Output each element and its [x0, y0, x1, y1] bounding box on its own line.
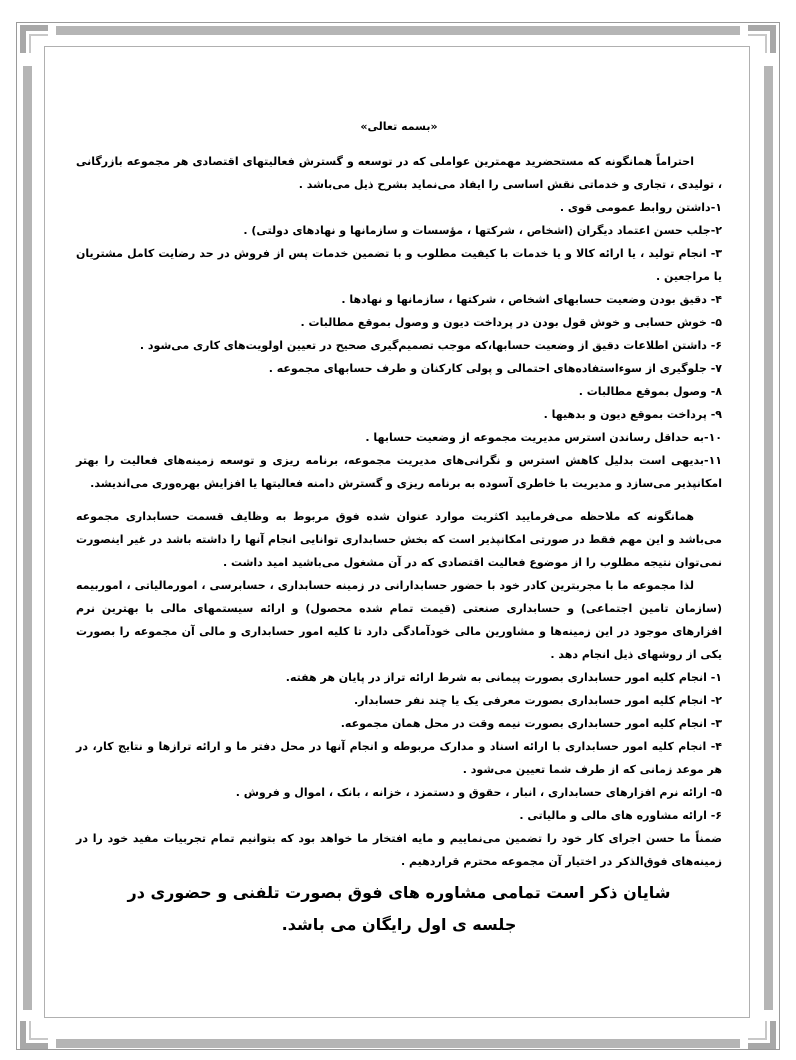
factor-item-4: ۴- دقیق بودن وضعیت حسابهای اشخاص ، شرکتها ، سازمانها و نهادها .	[341, 293, 722, 306]
corner-ornament-top-right	[746, 25, 776, 55]
method-item-4: ۴- انجام کلیه امور حسابداری با ارائه اسناد و مدارک مربوطه و انجام آنها در محل دفتر ما و ارائه ترازها و نتایج کار، در هر موعد زمانی که از طرف شما تعیین می‌شود .	[76, 740, 722, 776]
factor-item-8: ۸- وصول بموقع مطالبات .	[578, 385, 722, 398]
services-paragraph: لذا مجموعه ما با مجربترین کادر خود با حضور حسابدارانی در زمینه حسابداری ، حسابرسی ، امورمالیاتی ، اموربیمه (سازمان تامین اجتماعی) و حسابداری صنعتی (قیمت تمام شده محصول) و ارائه سیستمهای مالی با بهترین نرم افزارهای موجود در این زمینه‌ها و مشاورین مالی خودآمادگی دارد تا کلیه امور حسابداری و مالی آن مجموعه را بصورت یکی از روشهای ذیل انجام دهد .	[76, 579, 722, 661]
letter-heading: «بسمه تعالی»	[360, 120, 438, 133]
paragraph-gap	[76, 495, 722, 505]
method-item-3: ۳- انجام کلیه امور حسابداری بصورت نیمه وقت در محل همان مجموعه.	[340, 717, 722, 730]
factor-item-6: ۶- داشتن اطلاعات دقیق از وضعیت حسابها،که موجب تصمیم‌گیری صحیح در تعیین اولویت‌های کاری می‌شود .	[139, 339, 722, 352]
factor-item-1: ۱-داشتن روابط عمومی قوی .	[559, 201, 722, 214]
method-item-1: ۱- انجام کلیه امور حسابداری بصورت پیمانی به شرط ارائه تراز در پایان هر هفته.	[285, 671, 722, 684]
factor-item-2: ۲-جلب حسن اعتماد دیگران (اشخاص ، شرکتها ، مؤسسات و سازمانها و نهادهای دولتی) .	[243, 224, 722, 237]
corner-ornament-bottom-left	[20, 1019, 50, 1049]
left-border-bar	[23, 66, 32, 1010]
corner-ornament-bottom-right	[746, 1019, 776, 1049]
method-item-2: ۲- انجام کلیه امور حسابداری بصورت معرفی یک یا چند نفر حسابدار.	[354, 694, 722, 707]
factor-item-3: ۳- انجام تولید ، یا ارائه کالا و یا خدمات با کیفیت مطلوب و با تضمین خدمات پس از فروش در حد رضایت کامل مشتریان یا مراجعین .	[76, 247, 722, 283]
top-border-bar	[56, 26, 740, 35]
factor-item-11: ۱۱-بدیهی است بدلیل کاهش استرس و نگرانی‌های مدیریت مجموعه، برنامه ریزی و توسعه زمینه‌های فعالیت را بهتر امکانپذیر می‌سازد و مدیریت با خاطری آسوده به برنامه ریزی و گسترش دامنه فعالیتها یا افزایش بهره‌وری می‌اندیشد.	[76, 454, 722, 490]
corner-ornament-top-left	[20, 25, 50, 55]
intro-paragraph: احتراماً همانگونه که مستحضرید مهمترین عواملی که در توسعه و گسترش فعالیتهای اقتصادی هر مجموعه بازرگانی ، تولیدی ، تجاری و خدماتی نقش اساسی را ایفاد می‌نماید بشرح ذیل می‌باشد .	[76, 155, 722, 191]
guarantee-paragraph: ضمناً ما حسن اجرای کار خود را تضمین می‌نماییم و مایه افتخار ما خواهد بود که بتوانیم تمام تجربیات مفید خود را در زمینه‌های فوق‌الذکر در اختیار آن مجموعه محترم قراردهیم .	[76, 832, 722, 868]
factor-item-7: ۷- جلوگیری از سوءاستفاده‌های احتمالی و پولی کارکنان و طرف حسابهای مجموعه .	[268, 362, 722, 375]
letter-body	[76, 118, 722, 941]
method-item-6: ۶- ارائه مشاوره های مالی و مالیاتی .	[519, 809, 722, 822]
bottom-border-bar	[56, 1039, 740, 1048]
closing-statement: شایان ذکر است تمامی مشاوره های فوق بصورت تلفنی و حضوری در جلسه ی اول رایگان می باشد.	[127, 883, 671, 934]
factor-item-10: ۱۰-به حداقل رساندن استرس مدیریت مجموعه از وضعیت حسابها .	[365, 431, 722, 444]
factors-list	[76, 196, 722, 495]
accounting-paragraph: همانگونه که ملاحظه می‌فرمایید اکثریت موارد عنوان شده فوق مربوط به وظایف قسمت حسابداری مجموعه می‌باشد و این مهم فقط در صورتی امکانپذیر است که بخش حسابداری توانایی انجام آنها را داشته باشد در غیر اینصورت نمی‌توان نتیجه مطلوب را از موضوع فعالیت اقتصادی که در آن مشغول می‌باشید امید داشت .	[76, 510, 722, 569]
factor-item-5: ۵- خوش حسابی و خوش قول بودن در پرداخت دیون و وصول بموقع مطالبات .	[300, 316, 722, 329]
factor-item-9: ۹- پرداخت بموقع دیون و بدهیها .	[543, 408, 722, 421]
right-border-bar	[764, 66, 773, 1010]
method-item-5: ۵- ارائه نرم افزارهای حسابداری ، انبار ، حقوق و دستمزد ، خزانه ، بانک ، اموال و فروش .	[235, 786, 722, 799]
methods-list	[76, 666, 722, 827]
